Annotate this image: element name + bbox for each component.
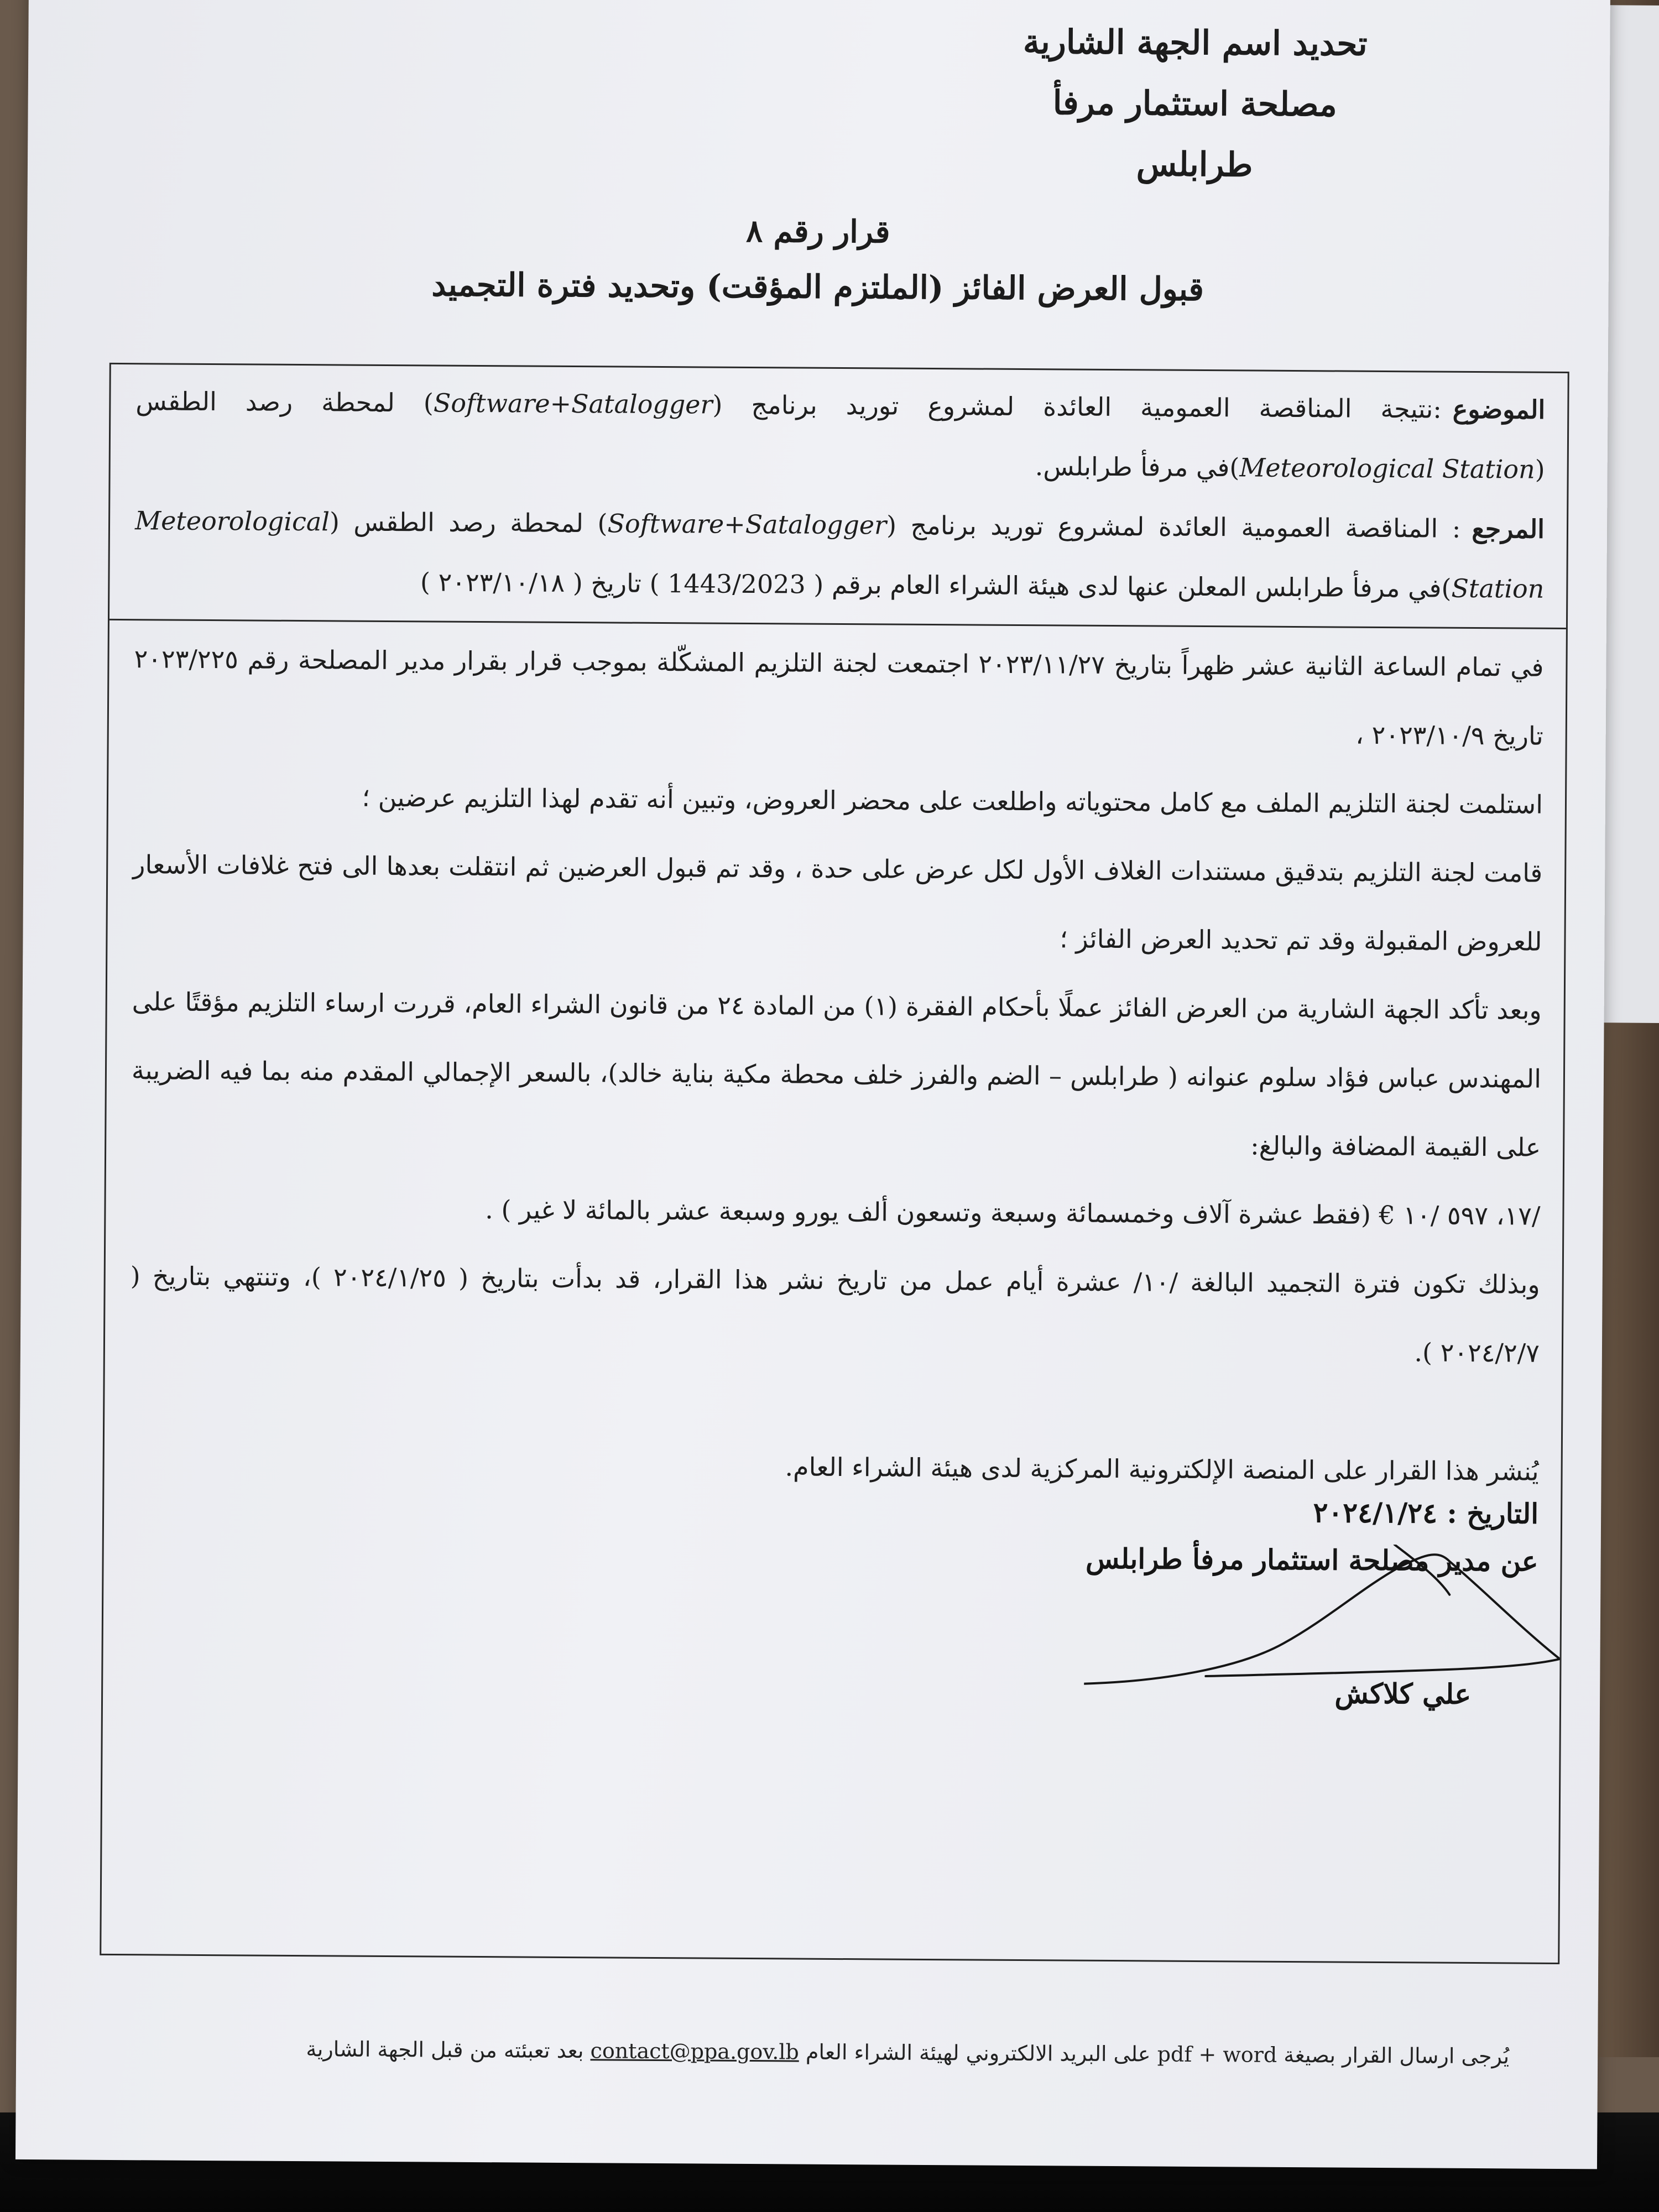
body-paragraph-6: وبذلك تكون فترة التجميد البالغة /١٠/ عشرة أيام عمل من تاريخ نشر هذا القرار، قد بدأت بتاريخ ( ٢٠٢٤/١/٢٥ )، وتنتهي بتاريخ ( ٢٠٢٤/٢/٧ ). <box>130 1261 1540 1368</box>
footer-note <box>237 2036 1509 2068</box>
subject-label: الموضوع <box>1452 394 1546 425</box>
body-paragraph-1: في تمام الساعة الثانية عشر ظهراً بتاريخ ٢٠٢٣/١١/٢٧ اجتمعت لجنة التلزيم المشكّلة بموجب قرار بقرار مدير المصلحة رقم ٢٠٢٣/٢٢٥ تاريخ ٢٠٢٣/١٠/٩ ، <box>134 644 1544 751</box>
contact-email-link[interactable]: contact@ppa.gov.lb <box>590 2038 799 2064</box>
footer-text-1: يُرجى ارسال القرار بصيغة pdf + word على البريد الالكتروني لهيئة الشراء العام <box>805 2039 1510 2069</box>
subject-line <box>135 371 1545 499</box>
reference-text-1: : المناقصة العمومية العائدة لمشروع توريد برنامج ( <box>886 510 1461 544</box>
handwritten-signature <box>1084 1543 1561 1689</box>
issuer-line-3: طرابلس <box>1136 145 1253 185</box>
body-paragraph-3: قامت لجنة التلزيم بتدقيق مستندات الغلاف الأول لكل عرض على حدة ، وقد تم قبول العرضين ثم انتقلت بعدها الى فتح غلافات الأسعار للعروض المقبولة وقد تم تحديد العرض الفائز ؛ <box>133 849 1543 957</box>
reference-station: Meteorological Station <box>134 505 1545 604</box>
decision-title: قبول العرض الفائز (الملتزم المؤقت) وتحديد فترة التجميد <box>431 265 1204 308</box>
decision-heading <box>303 201 1332 317</box>
body-paragraph-2: استلمت لجنة التلزيم الملف مع كامل محتوياته واطلعت على محضر العروض، وتبين أنه تقدم لهذا التلزيم عرضين ؛ <box>362 782 1543 820</box>
issuer-line-2: مصلحة استثمار مرفأ <box>1052 84 1337 124</box>
reference-line <box>134 491 1545 619</box>
reference-label: المرجع <box>1472 513 1545 544</box>
signature-on-behalf: عن مدير مصلحة استثمار مرفأ طرابلس <box>1085 1542 1538 1578</box>
body-paragraph-4: وبعد تأكد الجهة الشارية من العرض الفائز عملًا بأحكام الفقرة (١) من المادة ٢٤ من قانون الشراء العام، قررت ارساء التلزيم مؤقتًا على المهندس عباس فؤاد سلوم عنوانه ( طرابلس – الضم والفرز خلف محطة مكية بناية خالد)، بالسعر الإجمالي المقدم منه بما فيه الضريبة على القيمة المضافة والبالغ: <box>131 987 1542 1162</box>
footer-text-2: بعد تعبئته من قبل الجهة الشارية <box>306 2037 584 2063</box>
decision-document <box>15 0 1610 2169</box>
reference-text-2: ) لمحطة رصد الطقس ( <box>329 507 608 539</box>
subject-text-2: ) لمحطة رصد الطقس ( <box>135 386 1545 484</box>
subject-text-3: )في مرفأ طرابلس. <box>1035 451 1240 483</box>
decision-number: قرار رقم ٨ <box>745 212 890 251</box>
signer-name: علي كلاكش <box>1334 1677 1472 1710</box>
subject-reference-box <box>134 371 1546 619</box>
subject-software: Software+Satalogger <box>433 388 713 420</box>
body-paragraph-7: يُنشر هذا القرار على المنصة الإلكترونية المركزية لدى هيئة الشراء العام. <box>785 1452 1539 1486</box>
decision-frame <box>100 363 1569 1964</box>
subject-text-1: :نتيجة المناقصة العمومية العائدة لمشروع توريد برنامج ( <box>712 389 1442 424</box>
paragraph-gap <box>129 1379 1540 1437</box>
decision-body <box>129 624 1544 1506</box>
signature-date: التاريخ : ٢٠٢٤/١/٢٤ <box>1313 1496 1539 1530</box>
reference-text-3: )في مرفأ طرابلس المعلن عنها لدى هيئة الشراء العام برقم ( 1443/2023 ) تاريخ ( ٢٠٢٣/١٠/١٨ ) <box>420 567 1452 603</box>
subject-station: Meteorological Station <box>1239 452 1535 484</box>
issuer-header <box>946 11 1444 196</box>
reference-software: Software+Satalogger <box>607 508 887 540</box>
issuer-line-1: تحديد اسم الجهة الشارية <box>1022 22 1368 64</box>
body-paragraph-5: /١٧، ٥٩٧ /١٠ € (فقط عشرة آلاف وخمسمائة وسبعة وتسعون ألف يورو وسبعة عشر بالمائة لا غير ) . <box>485 1194 1541 1231</box>
